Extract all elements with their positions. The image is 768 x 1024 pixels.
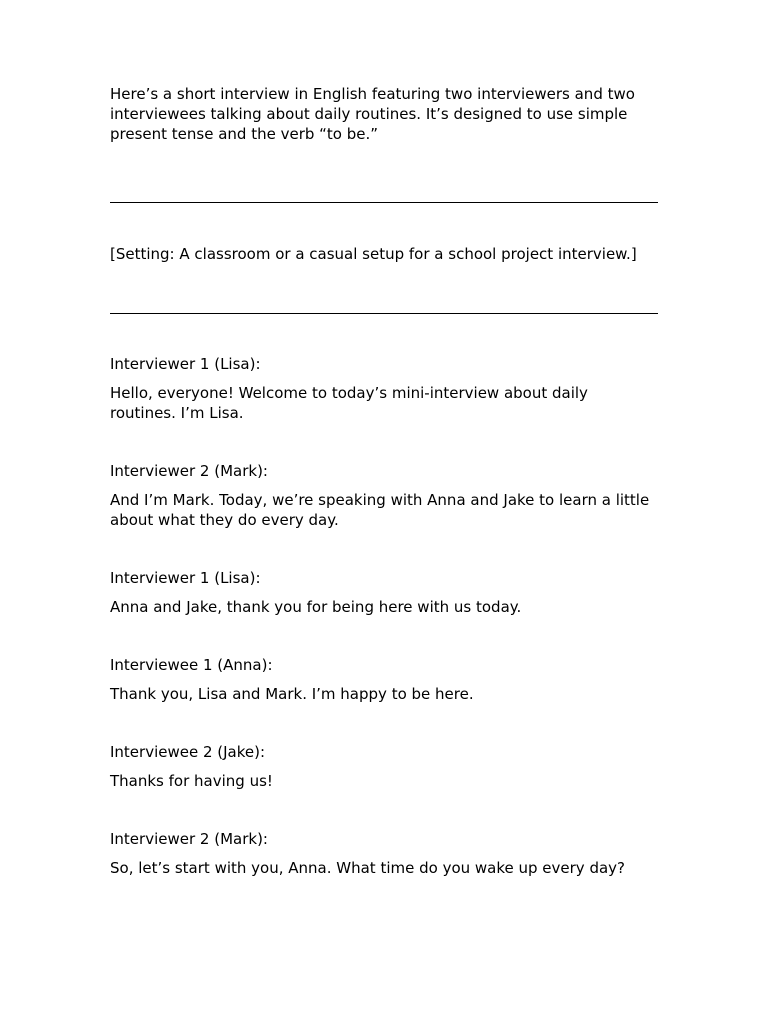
document-page	[110, 84, 658, 916]
horizontal-rule	[110, 202, 658, 203]
dialogue-line: And I’m Mark. Today, we’re speaking with Anna and Jake to learn a little about what they do every day.	[110, 491, 650, 529]
dialogue-turn	[110, 829, 658, 878]
speaker-label: Interviewee 2 (Jake):	[110, 743, 266, 761]
dialogue-line: Thanks for having us!	[110, 772, 273, 790]
dialogue-turn	[110, 354, 658, 423]
speaker-label: Interviewer 2 (Mark):	[110, 830, 268, 848]
dialogue-line: Thank you, Lisa and Mark. I’m happy to be here.	[110, 685, 474, 703]
interview-dialogue	[110, 354, 658, 878]
dialogue-turn	[110, 742, 658, 791]
dialogue-turn	[110, 655, 658, 704]
speaker-label: Interviewee 1 (Anna):	[110, 656, 273, 674]
dialogue-line: Hello, everyone! Welcome to today’s mini-interview about daily routines. I’m Lisa.	[110, 384, 588, 422]
intro-paragraph: Here’s a short interview in English featuring two interviewers and two interviewees talking about daily routines. It’s designed to use simple present tense and the verb “to be.”	[110, 85, 635, 143]
dialogue-turn	[110, 461, 658, 530]
speaker-label: Interviewer 1 (Lisa):	[110, 569, 261, 587]
horizontal-rule	[110, 313, 658, 314]
dialogue-line: So, let’s start with you, Anna. What time do you wake up every day?	[110, 859, 625, 877]
setting-note: [Setting: A classroom or a casual setup for a school project interview.]	[110, 245, 637, 263]
speaker-label: Interviewer 2 (Mark):	[110, 462, 268, 480]
speaker-label: Interviewer 1 (Lisa):	[110, 355, 261, 373]
dialogue-line: Anna and Jake, thank you for being here with us today.	[110, 598, 522, 616]
dialogue-turn	[110, 568, 658, 617]
